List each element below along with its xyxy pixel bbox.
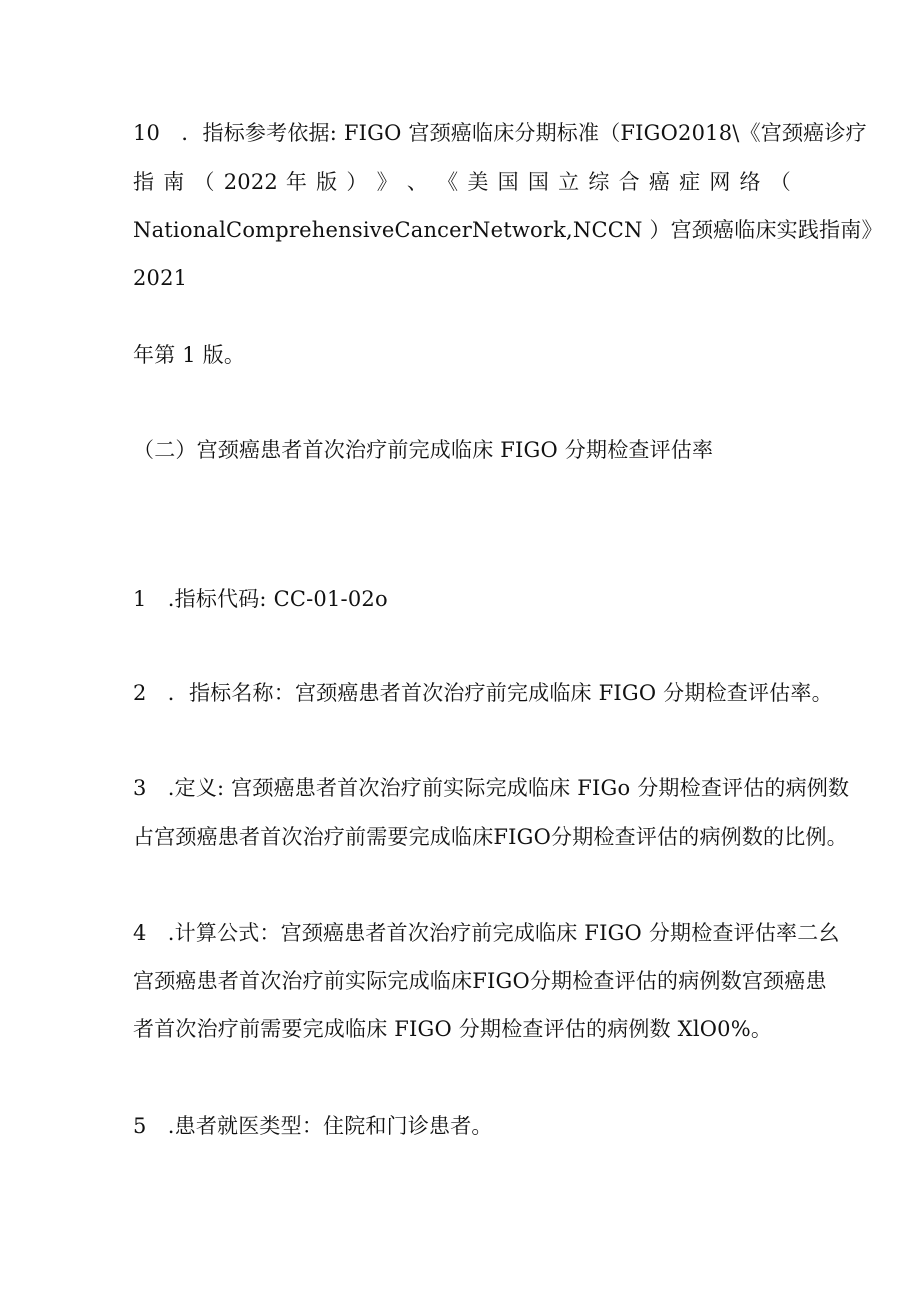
- text-line: 年第 1 版。: [133, 343, 246, 367]
- text-line: NationalComprehensiveCancerNetwork,NCCN ）宫颈癌临床实践指南》: [133, 218, 883, 242]
- text-line: 指 南 （ 2022 年 版 ） 》 、 《 美 国 国 立 综 合 癌 症 网 络 （: [133, 170, 791, 194]
- list-item: 1 .指标代码: CC-01-02o: [133, 587, 388, 611]
- text-line: 宫颈癌患者首次治疗前实际完成临床FIGO分期检查评估的病例数宫颈癌患: [133, 969, 827, 993]
- list-item: 5 .患者就医类型：住院和门诊患者。: [133, 1114, 493, 1138]
- text-line: 3 .定义: 宫颈癌患者首次治疗前实际完成临床 FIGo 分期检查评估的病例数: [133, 776, 850, 800]
- text-line: 4 .计算公式：宫颈癌患者首次治疗前完成临床 FIGO 分期检查评估率二幺: [133, 921, 840, 945]
- text-line: 10 ．指标参考依据: FIGO 宫颈癌临床分期标准（FIGO2018\《宫颈癌诊疗: [133, 121, 867, 145]
- section-heading: （二）宫颈癌患者首次治疗前完成临床 FIGO 分期检查评估率: [133, 438, 714, 462]
- text-line: 者首次治疗前需要完成临床 FIGO 分期检查评估的病例数 XlO0%。: [133, 1017, 773, 1041]
- text-line: 2021: [133, 266, 188, 290]
- list-item: 2 ．指标名称：宫颈癌患者首次治疗前完成临床 FIGO 分期检查评估率。: [133, 681, 833, 705]
- text-line: 占宫颈癌患者首次治疗前需要完成临床FIGO分期检查评估的病例数的比例。: [133, 825, 848, 849]
